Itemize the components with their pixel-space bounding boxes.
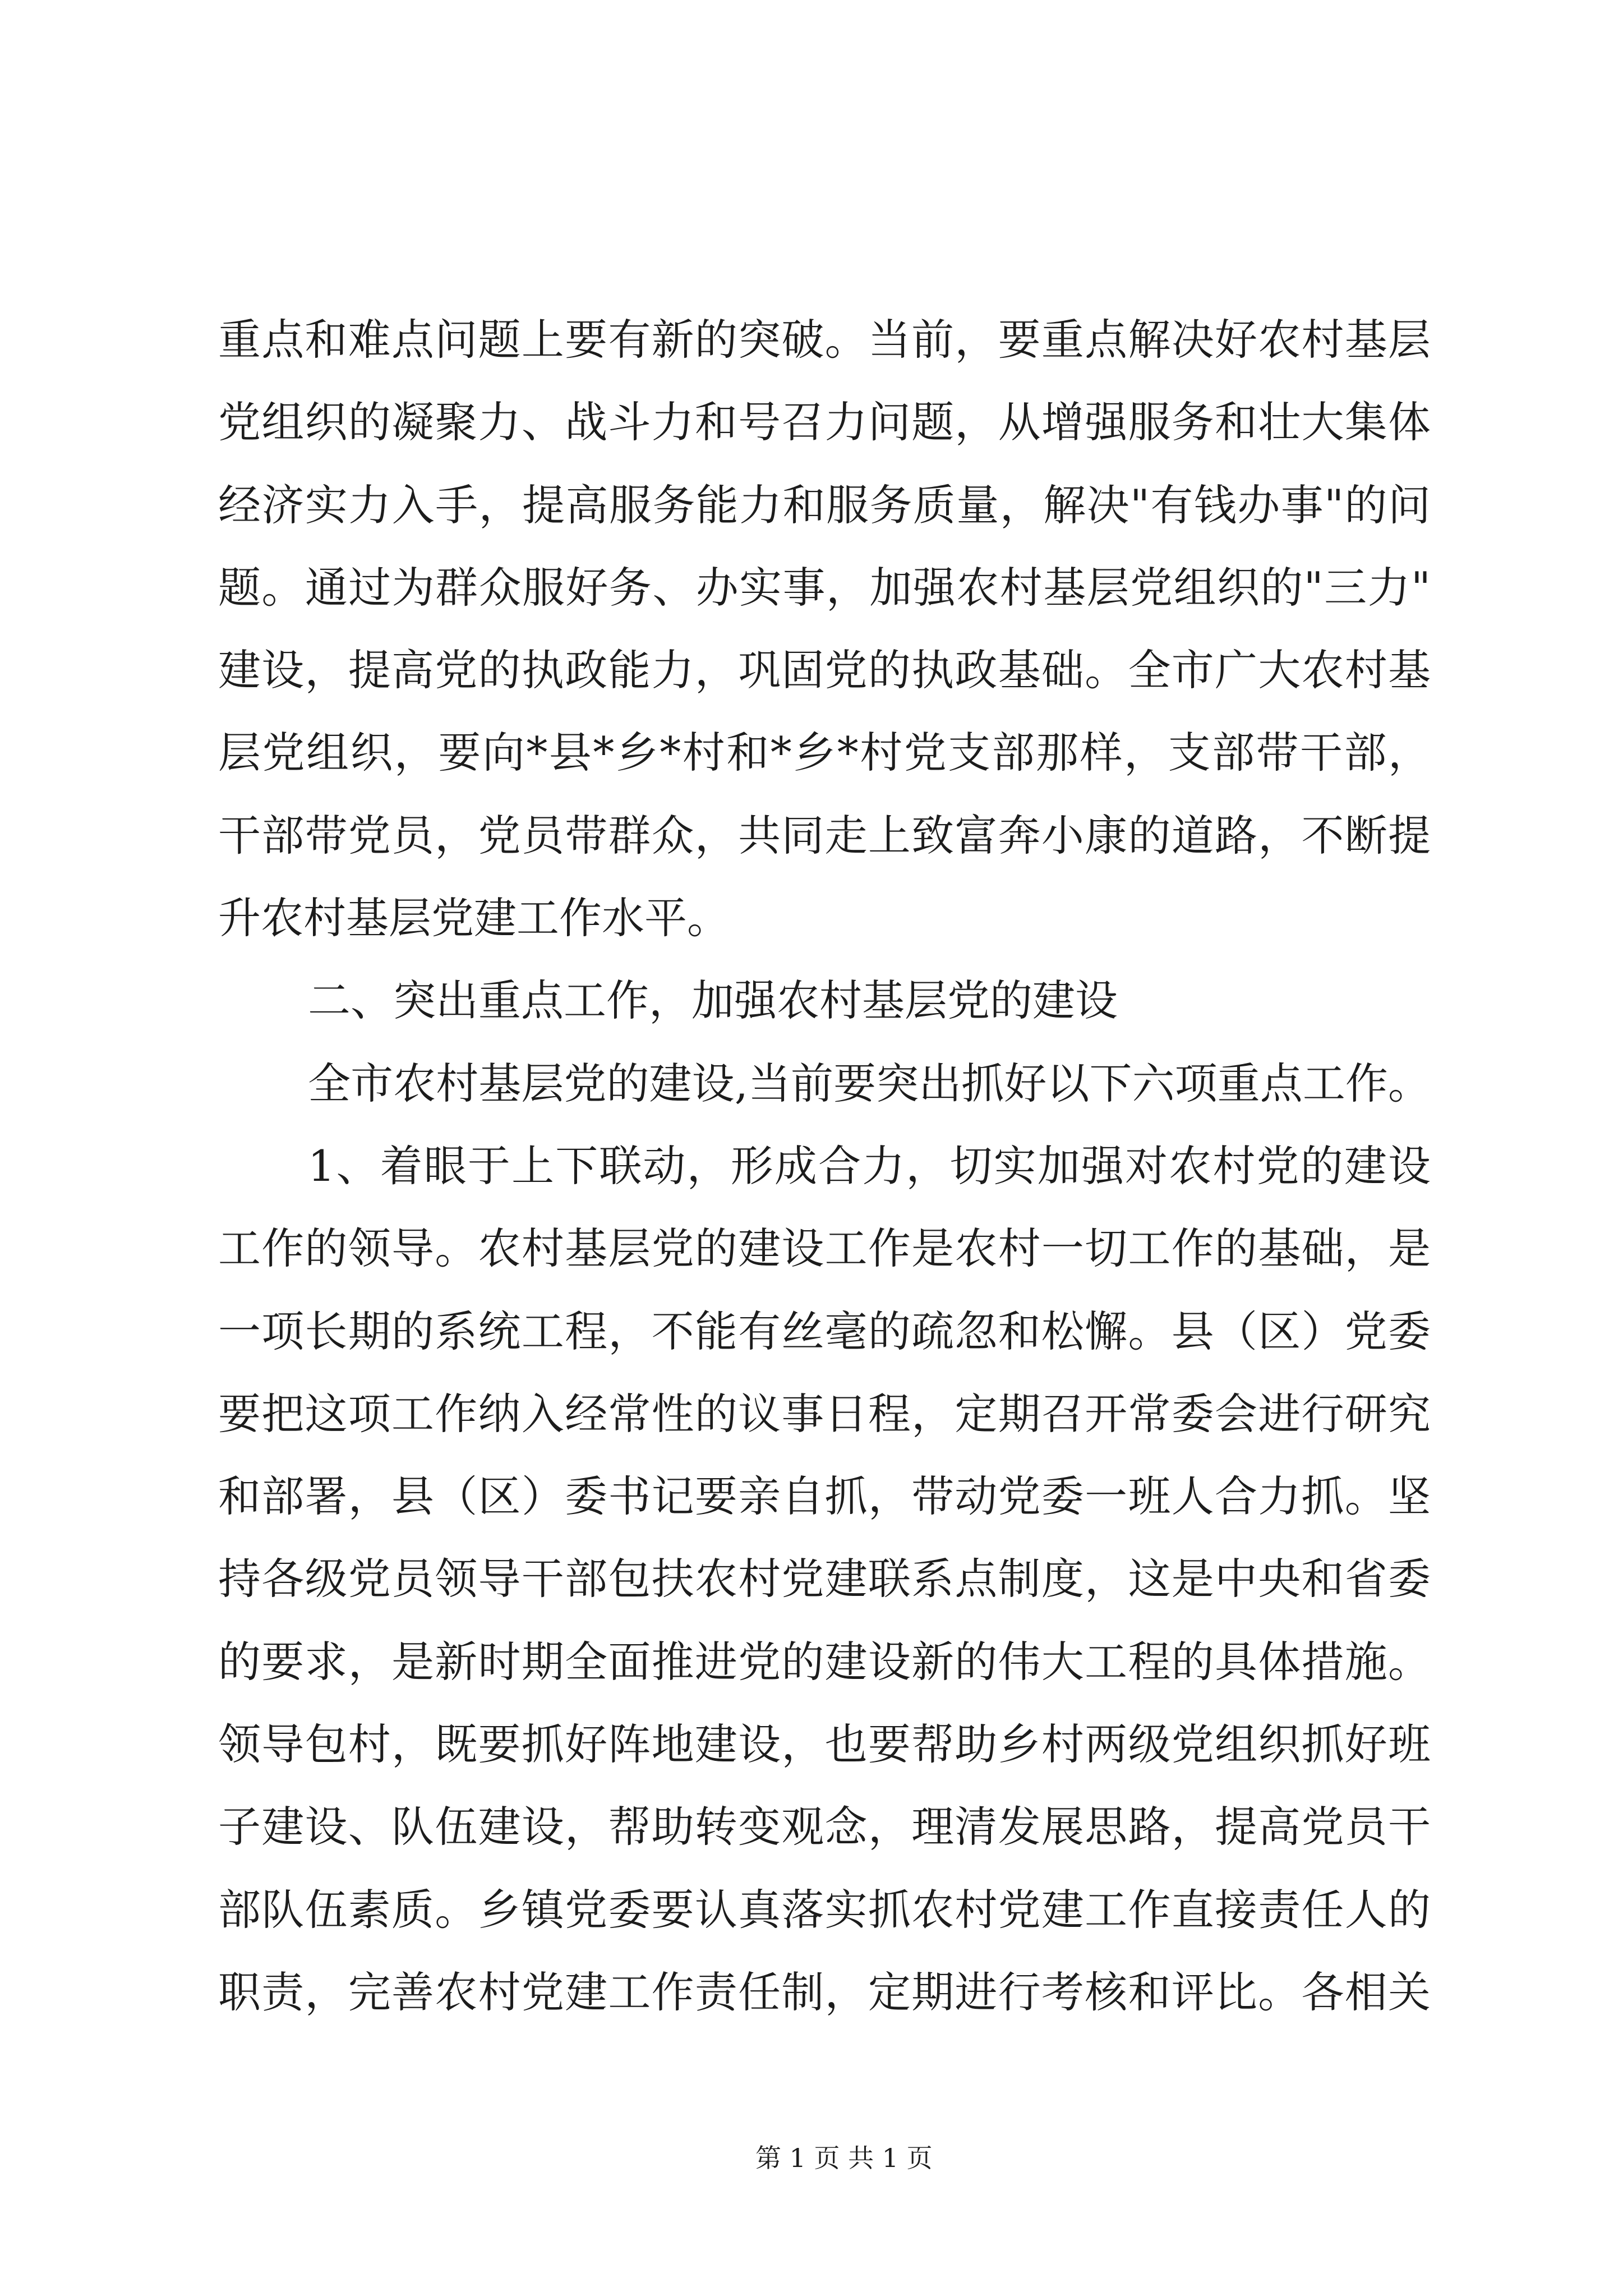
body-line: 全市农村基层党的建设,当前要突出抓好以下六项重点工作。	[308, 1058, 1431, 1108]
body-line: 1、着眼于上下联动，形成合力，切实加强对农村党的建设	[308, 1140, 1431, 1191]
document-body	[218, 298, 1431, 2033]
body-line: 工作的领导。农村基层党的建设工作是农村一切工作的基础，是	[218, 1223, 1431, 1274]
body-line: 党组织的凝聚力、战斗力和号召力问题，从增强服务和壮大集体	[218, 397, 1431, 448]
paragraph-item-1	[218, 1125, 1431, 2033]
body-line: 要把这项工作纳入经常性的议事日程，定期召开常委会进行研究	[218, 1388, 1431, 1439]
body-line: 重点和难点问题上要有新的突破。当前，要重点解决好农村基层	[218, 315, 1431, 365]
section-heading	[218, 959, 1431, 1042]
body-line: 领导包村，既要抓好阵地建设，也要帮助乡村两级党组织抓好班	[218, 1719, 1431, 1770]
body-line: 层党组织，要向*县*乡*村和*乡*村党支部那样，支部带干部，	[218, 728, 1431, 778]
body-line: 升农村基层党建工作水平。	[218, 893, 730, 944]
paragraph-intro	[218, 1042, 1431, 1125]
body-line: 的要求，是新时期全面推进党的建设新的伟大工程的具体措施。	[218, 1636, 1431, 1687]
page-footer: 第 1 页 共 1 页	[755, 2143, 933, 2173]
body-line: 和部署，县（区）委书记要亲自抓，带动党委一班人合力抓。坚	[218, 1471, 1431, 1522]
body-line: 题。通过为群众服好务、办实事，加强农村基层党组织的"三力"	[218, 562, 1431, 613]
body-line: 建设，提高党的执政能力，巩固党的执政基础。全市广大农村基	[218, 645, 1431, 696]
paragraph-continuation	[218, 298, 1431, 959]
body-line: 持各级党员领导干部包扶农村党建联系点制度，这是中央和省委	[218, 1554, 1431, 1604]
body-line: 职责，完善农村党建工作责任制，定期进行考核和评比。各相关	[218, 1967, 1431, 2017]
section-heading-text: 二、突出重点工作，加强农村基层党的建设	[308, 976, 1118, 1026]
body-line: 经济实力入手，提高服务能力和服务质量，解决"有钱办事"的问	[218, 480, 1431, 530]
body-line: 部队伍素质。乡镇党委要认真落实抓农村党建工作直接责任人的	[218, 1884, 1431, 1935]
body-line: 一项长期的系统工程，不能有丝毫的疏忽和松懈。县（区）党委	[218, 1306, 1431, 1356]
body-line: 干部带党员，党员带群众，共同走上致富奔小康的道路，不断提	[218, 810, 1431, 861]
body-line: 子建设、队伍建设，帮助转变观念，理清发展思路，提高党员干	[218, 1802, 1431, 1852]
